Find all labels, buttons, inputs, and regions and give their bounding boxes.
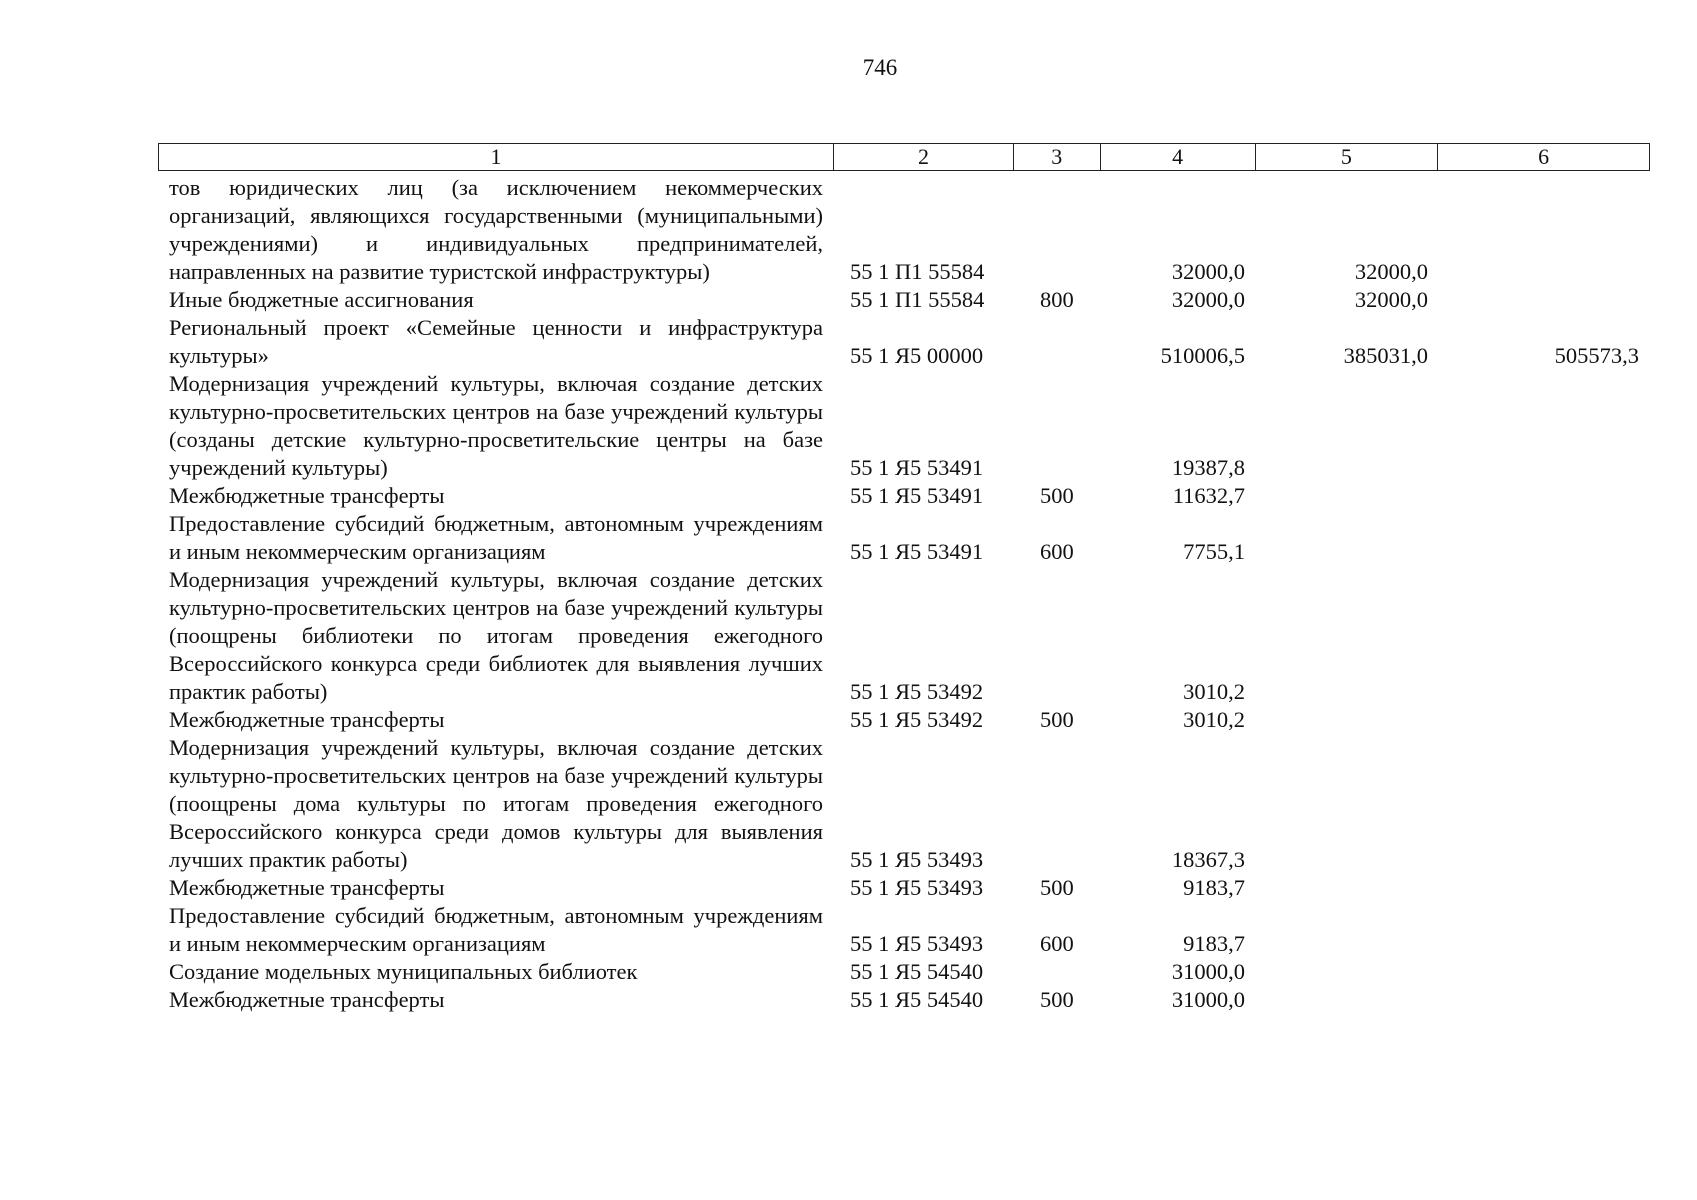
table-row [158, 874, 1650, 902]
row-code: 55 1 Я5 53493 [850, 875, 984, 900]
row-code: 55 1 П1 55584 [850, 287, 985, 312]
page-number: 746 [862, 55, 898, 80]
row-value-col6 [1439, 902, 1650, 958]
table-row [158, 566, 1650, 706]
row-code: 55 1 Я5 53491 [850, 455, 984, 480]
row-value-col6 [1439, 566, 1650, 706]
row-code: 55 1 Я5 53491 [850, 483, 984, 508]
row-expense-type [1014, 314, 1101, 370]
row-value-col5 [1256, 482, 1439, 510]
table-row [158, 482, 1650, 510]
column-header-1: 1 [159, 144, 834, 170]
row-name: Модернизация учреждений культуры, включая создание детских культурно-просветительских центров на базе учреждений культуры (поощрены дома культуры по итогам проведения ежегодного Всероссийского конкурса среди домов культуры для выявления лучших практик работы) [169, 735, 823, 872]
row-name: Иные бюджетные ассигнования [169, 287, 474, 312]
row-value-col4: 11632,7 [1172, 483, 1245, 508]
row-expense-type: 500 [1040, 707, 1074, 732]
row-value-col6 [1439, 370, 1650, 482]
table-body [158, 174, 1650, 1014]
row-expense-type [1014, 566, 1101, 706]
row-expense-type: 600 [1040, 539, 1074, 564]
table-row [158, 706, 1650, 734]
row-value-col6 [1439, 874, 1650, 902]
row-code: 55 1 Я5 53492 [850, 707, 984, 732]
row-expense-type: 600 [1040, 931, 1074, 956]
row-value-col6 [1439, 286, 1650, 314]
row-value-col6 [1439, 706, 1650, 734]
row-value-col4: 32000,0 [1171, 287, 1245, 312]
table-row [158, 174, 1650, 286]
row-name: Межбюджетные трансферты [169, 483, 445, 508]
row-name: Межбюджетные трансферты [169, 707, 445, 732]
row-name: Межбюджетные трансферты [169, 987, 445, 1012]
row-value-col5 [1256, 986, 1439, 1014]
row-value-col6 [1439, 482, 1650, 510]
row-name: Модернизация учреждений культуры, включая создание детских культурно-просветительских центров на базе учреждений культуры (созданы детские культурно-просветительские центры на базе учреждений культуры) [169, 371, 823, 480]
row-value-col5 [1256, 874, 1439, 902]
row-code: 55 1 Я5 53492 [850, 679, 984, 704]
table-header [158, 143, 1650, 171]
row-value-col6 [1439, 734, 1650, 874]
row-name: Предоставление субсидий бюджетным, автономным учреждениям и иным некоммерческим организациям [169, 903, 823, 956]
row-name: Модернизация учреждений культуры, включая создание детских культурно-просветительских центров на базе учреждений культуры (поощрены библиотеки по итогам проведения ежегодного Всероссийского конкурса среди библиотек для выявления лучших практик работы) [169, 567, 823, 704]
column-header-5: 5 [1256, 144, 1439, 170]
row-value-col5 [1256, 370, 1439, 482]
row-value-col5 [1256, 566, 1439, 706]
table-row [158, 986, 1650, 1014]
row-value-col4: 9183,7 [1183, 931, 1245, 956]
row-value-col4: 3010,2 [1183, 707, 1245, 732]
row-expense-type [1014, 370, 1101, 482]
row-name: Региональный проект «Семейные ценности и инфраструктура культуры» [169, 315, 823, 368]
column-header-3: 3 [1014, 144, 1101, 170]
row-expense-type: 500 [1040, 987, 1074, 1012]
table-row [158, 902, 1650, 958]
table-row [158, 510, 1650, 566]
budget-table [158, 174, 1650, 1014]
row-value-col5 [1256, 510, 1439, 566]
row-value-col6 [1439, 174, 1650, 286]
column-header-6: 6 [1538, 144, 1550, 169]
row-value-col4: 32000,0 [1171, 259, 1245, 284]
row-expense-type [1014, 734, 1101, 874]
row-name: Межбюджетные трансферты [169, 875, 445, 900]
row-value-col6 [1439, 510, 1650, 566]
row-value-col4: 19387,8 [1171, 455, 1245, 480]
table-row [158, 734, 1650, 874]
row-value-col4: 31000,0 [1171, 959, 1245, 984]
column-header-4: 4 [1101, 144, 1256, 170]
row-value-col6 [1439, 986, 1650, 1014]
row-value-col4: 7755,1 [1183, 539, 1245, 564]
row-name: Создание модельных муниципальных библиотек [169, 959, 638, 984]
row-name: тов юридических лиц (за исключением некоммерческих организаций, являющихся государственными (муниципальными) учреждениями) и индивидуальных предпринимателей, направленных на развитие туристской инфраструктуры) [169, 175, 823, 284]
row-value-col5 [1256, 958, 1439, 986]
row-value-col6: 505573,3 [1554, 343, 1639, 368]
row-value-col5 [1256, 706, 1439, 734]
row-value-col5 [1256, 902, 1439, 958]
table-row [158, 314, 1650, 370]
row-code: 55 1 Я5 54540 [850, 987, 984, 1012]
row-value-col5: 385031,0 [1343, 343, 1428, 368]
table-row [158, 286, 1650, 314]
row-value-col4: 9183,7 [1183, 875, 1245, 900]
row-code: 55 1 Я5 53491 [850, 539, 984, 564]
row-value-col4: 510006,5 [1160, 343, 1245, 368]
row-value-col4: 18367,3 [1171, 847, 1245, 872]
table-row [158, 958, 1650, 986]
row-code: 55 1 Я5 54540 [850, 959, 984, 984]
row-value-col5 [1256, 734, 1439, 874]
row-name: Предоставление субсидий бюджетным, автономным учреждениям и иным некоммерческим организациям [169, 511, 823, 564]
row-value-col5: 32000,0 [1354, 259, 1428, 284]
row-expense-type [1014, 174, 1101, 286]
row-value-col6 [1439, 958, 1650, 986]
column-header-2: 2 [834, 144, 1014, 170]
table-row [158, 370, 1650, 482]
row-value-col5: 32000,0 [1354, 287, 1428, 312]
row-value-col4: 31000,0 [1171, 987, 1245, 1012]
row-expense-type: 500 [1040, 483, 1074, 508]
row-expense-type: 500 [1040, 875, 1074, 900]
row-code: 55 1 Я5 53493 [850, 931, 984, 956]
row-expense-type: 800 [1040, 287, 1074, 312]
row-code: 55 1 Я5 53493 [850, 847, 984, 872]
row-value-col4: 3010,2 [1183, 679, 1245, 704]
row-code: 55 1 П1 55584 [850, 259, 985, 284]
row-code: 55 1 Я5 00000 [850, 343, 984, 368]
row-expense-type [1014, 958, 1101, 986]
